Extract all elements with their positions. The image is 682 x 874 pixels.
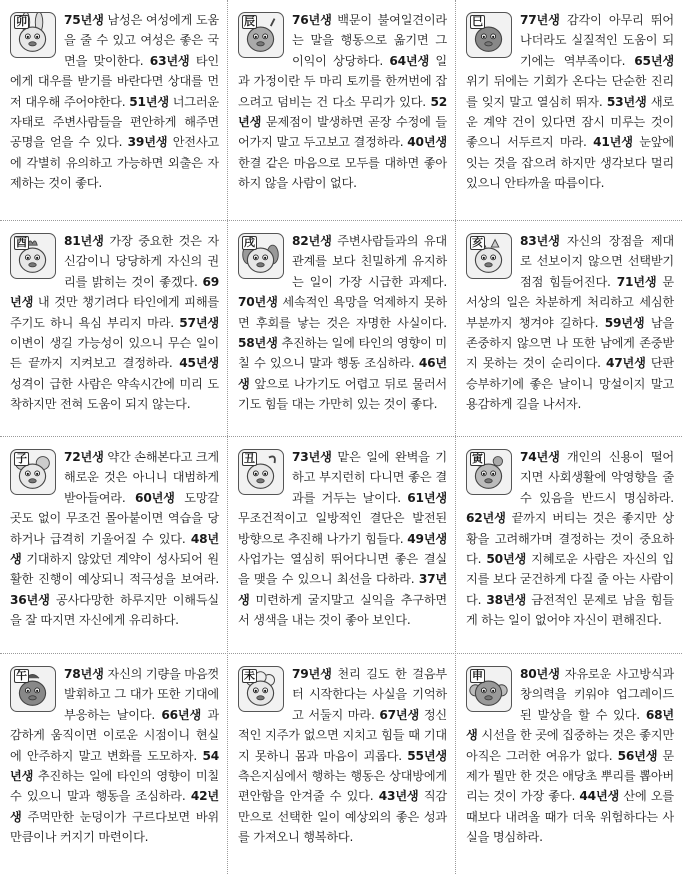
zodiac-glyph: 丑 (244, 452, 255, 465)
birth-year-label: 70년생 (238, 295, 278, 310)
fortune-text: 새로운 계약 건이 있다면 잠시 미루는 것이 좋으니 서두르지 마라. (466, 94, 674, 150)
fortune-text: 정신적인 지주가 없으면 지치고 힘들 때 기대지 못하니 몸과 마음이 괴롭다. (238, 707, 447, 763)
birth-year-label: 40년생 (407, 135, 447, 150)
fortune-text: 문제가 뭘만 한 것은 애당초 뿌리를 뽑아버리는 것이 가장 좋다. (466, 748, 674, 804)
fortune-text: 자신의 기량을 마음껏 발휘하고 그 대가 또한 기대에 부응하는 날이다. (64, 667, 219, 722)
birth-year-label: 71년생 (616, 274, 657, 289)
rat-icon (10, 449, 56, 495)
fortune-text: 자신의 장점을 제대로 선보이지 않으면 선택받기 점점 힘들어진다. (520, 234, 674, 289)
fortune-text: 무조건적이고 일방적인 결단은 발전된 방향으로 추진해 나가기 힘들다. (238, 511, 447, 546)
zodiac-glyph: 未 (244, 669, 255, 682)
birth-year-label: 58년생 (238, 336, 278, 351)
birth-year-label: 41년생 (593, 135, 633, 150)
birth-year-label: 39년생 (127, 135, 168, 150)
birth-year-label: 72년생 (64, 450, 104, 464)
horoscope-cell-rat (0, 437, 227, 653)
birth-year-label: 78년생 (64, 667, 104, 681)
fortune-text: 타인에게 대우를 받기를 바란다면 상대를 먼저 대우해 주어야한다. (10, 53, 219, 109)
birth-year-label: 79년생 (292, 667, 332, 681)
birth-year-label: 36년생 (10, 592, 50, 607)
fortune-text: 개인의 신용이 떨어지면 사회생활에 악영향을 줄 수 있음을 반드시 명심하라. (520, 450, 674, 505)
birth-year-label: 43년생 (378, 789, 419, 804)
fortune-text: 앞으로 나가기도 어렵고 뒤로 물러서기도 힘들 대는 가만히 있는 것이 좋다. (238, 376, 447, 412)
fortune-text: 측은지심에서 행하는 행동은 상대방에게 편안함을 안겨줄 수 있다. (238, 769, 447, 804)
sheep-icon (238, 666, 284, 712)
fortune-text: 감각이 아무리 뛰어나더라도 실질적인 도움이 되기에는 역부족이다. (520, 13, 674, 68)
horoscope-cell-dog (228, 221, 455, 436)
dragon-icon (238, 12, 284, 58)
ox-icon (238, 449, 284, 495)
birth-year-label: 51년생 (129, 94, 169, 109)
zodiac-glyph: 卯 (16, 15, 27, 28)
snake-icon (466, 12, 512, 58)
birth-year-label: 46년생 (238, 356, 447, 391)
fortune-text: 눈앞에 잇는 것을 잡으려 하지만 생각보다 멀리 있으니 안타까울 따름이다. (466, 135, 674, 191)
zodiac-glyph: 寅 (472, 452, 483, 465)
fortune-text: 일과 가정이란 두 마리 토끼를 한꺼번에 잡으려고 덤비는 건 다소 무리가 있다. (238, 53, 447, 109)
birth-year-label: 77년생 (520, 13, 560, 27)
fortune-text: 금전적인 문제로 남을 힘들게 하는 일이 없어야 자신이 편해진다. (466, 592, 674, 628)
fortune-text: 문제점이 발생하면 곧장 수정에 들어가지 말고 두고보고 결정하라. (238, 115, 447, 150)
birth-year-label: 75년생 (64, 13, 104, 27)
birth-year-label: 50년생 (486, 552, 527, 567)
zodiac-glyph: 酉 (16, 236, 27, 249)
fortune-text: 끝까지 버티는 것은 좋지만 상황을 고려해가며 결정하는 것이 중요하다. (466, 511, 674, 567)
horoscope-cell-rabbit (0, 0, 227, 220)
horse-icon (10, 666, 56, 712)
fortune-text: 지혜로운 사람은 자신의 입지를 보다 굳건하게 다질 줄 아는 사람이다. (466, 552, 674, 607)
zodiac-glyph: 巳 (472, 15, 483, 28)
horoscope-cell-tiger (456, 437, 682, 653)
horoscope-cell-rooster (0, 221, 227, 436)
birth-year-label: 54년생 (10, 748, 219, 784)
fortune-text: 안전사고에 각별히 유의하고 가능하면 외출은 자제하는 것이 좋다. (10, 135, 219, 191)
fortune-text: 시선을 한 곳에 집중하는 것은 좋지만 아직은 그러한 여유가 없다. (466, 728, 674, 763)
fortune-text: 도망갈 곳도 없이 무조건 몰아붙이면 역습을 당하거나 급격히 기울어질 수 있다. (10, 490, 219, 546)
zodiac-glyph: 戌 (244, 236, 255, 249)
birth-year-label: 73년생 (292, 450, 332, 464)
birth-year-label: 52년생 (238, 94, 447, 130)
fortune-text: 단판승부하기에 좋은 날이니 망설이지 말고 용감하게 길을 나서자. (466, 356, 674, 412)
horoscope-cell-sheep (228, 654, 455, 874)
fortune-text: 주변사람들과의 유대관계를 보다 친밀하게 유지하는 일이 가장 시급한 과제다. (292, 234, 447, 289)
birth-year-label: 56년생 (617, 748, 658, 763)
fortune-text: 이변이 생길 가능성이 있으니 무슨 일이든 끝까지 지켜보고 결정하라. (10, 336, 219, 371)
birth-year-label: 68년생 (466, 707, 674, 743)
birth-year-label: 47년생 (605, 356, 646, 371)
monkey-icon (466, 666, 512, 712)
birth-year-label: 83년생 (520, 234, 560, 248)
birth-year-label: 55년생 (407, 748, 447, 763)
fortune-text: 기대하지 않았던 계약이 성사되어 원활한 진행이 예상되니 적극성을 보여라. (10, 552, 219, 587)
birth-year-label: 74년생 (520, 450, 560, 464)
fortune-text: 성격이 급한 사람은 약속시간에 미리 도착하지만 전혀 도움이 되지 않는다. (10, 376, 219, 412)
fortune-text: 자유로운 사고방식과 창의력을 키워야 업그레이드된 발상을 할 수 있다. (520, 667, 674, 722)
fortune-text: 미련하게 굴지말고 실익을 추구하면서 생색을 내는 것이 좋아 보인다. (238, 592, 447, 628)
fortune-text: 공사다망한 하루지만 이해득실을 잘 따지면 자신에게 유리하다. (10, 592, 219, 628)
fortune-text: 너그러운 자태로 주변사람들을 편안하게 해주면 공명을 얻을 수 있다. (10, 94, 220, 150)
fortune-text: 직감만으로 선택한 일이 예상외의 좋은 성과를 가져오니 행복하다. (238, 789, 447, 845)
birth-year-label: 80년생 (520, 667, 560, 681)
horoscope-cell-snake (456, 0, 682, 220)
birth-year-label: 49년생 (407, 531, 447, 546)
fortune-text: 추진하는 일에 타인의 영향이 미칠 수 있으니 말과 행동 조심하라. (238, 336, 447, 371)
fortune-text: 내 것만 챙기려다 타인에게 피해를 주기도 하니 욕심 부리지 마라. (10, 295, 219, 330)
fortune-text: 추진하는 일에 타인의 영향이 미칠 수 있으니 말과 행동을 조심하라. (10, 769, 219, 804)
birth-year-label: 53년생 (606, 94, 647, 109)
birth-year-label: 38년생 (486, 592, 527, 607)
birth-year-label: 64년생 (389, 53, 430, 68)
fortune-text: 과감하게 움직이면 이로운 시점이니 현실에 안주하지 말고 변화를 도모하자. (10, 707, 219, 763)
birth-year-label: 63년생 (149, 53, 190, 68)
birth-year-label: 81년생 (64, 234, 104, 248)
horoscope-cell-dragon (228, 0, 455, 220)
rabbit-icon (10, 12, 56, 58)
horoscope-cell-pig (456, 221, 682, 436)
horoscope-cell-horse (0, 654, 227, 874)
zodiac-glyph: 申 (472, 669, 483, 682)
birth-year-label: 37년생 (238, 572, 447, 607)
birth-year-label: 76년생 (292, 13, 332, 27)
rooster-icon (10, 233, 56, 279)
dog-icon (238, 233, 284, 279)
fortune-text: 백문이 불여일견이라는 말을 행동으로 옮기면 그 이익이 상당하다. (292, 13, 447, 68)
birth-year-label: 42년생 (10, 789, 219, 824)
birth-year-label: 66년생 (161, 707, 202, 722)
birth-year-label: 60년생 (135, 490, 175, 505)
birth-year-label: 45년생 (179, 356, 219, 371)
birth-year-label: 62년생 (466, 511, 506, 526)
birth-year-label: 65년생 (634, 53, 674, 68)
fortune-text: 남성은 여성에게 도움을 줄 수 있고 여성은 좋은 국면을 맞이한다. (64, 13, 219, 68)
zodiac-glyph: 午 (16, 669, 27, 682)
zodiac-glyph: 亥 (472, 236, 483, 249)
horoscope-cell-ox (228, 437, 455, 653)
fortune-text: 산에 오를 때보다 내려올 때가 더욱 위험하다는 사실을 명심하라. (466, 789, 674, 845)
birth-year-label: 82년생 (292, 234, 332, 248)
fortune-text: 세속적인 욕망을 억제하지 못하면 후회를 낳는 것은 자명한 사실이다. (238, 295, 447, 330)
zodiac-glyph: 子 (16, 452, 27, 465)
birth-year-label: 61년생 (407, 490, 447, 505)
birth-year-label: 48년생 (10, 531, 219, 567)
fortune-text: 천리 길도 한 걸음부터 시작한다는 사실을 기억하고 서둘지 마라. (292, 667, 447, 722)
fortune-text: 사업가는 열심히 뛰어다니면 좋은 결실을 맺을 수 있으니 최선을 다하라. (238, 552, 447, 587)
birth-year-label: 67년생 (379, 707, 420, 722)
fortune-text: 남을 존중하지 않으면 나 또한 남에게 존중받지 못하는 것이 순리이다. (466, 315, 674, 371)
birth-year-label: 44년생 (579, 789, 620, 804)
fortune-text: 위기 뒤에는 기회가 온다는 단순한 진리를 잊지 말고 열심히 뛰자. (466, 74, 674, 109)
tiger-icon (466, 449, 512, 495)
fortune-text: 주먹만한 눈덩이가 구르다보면 바위만큼이나 커지기 마련이다. (10, 809, 219, 845)
fortune-text: 한결 같은 마음으로 모두를 대하면 좋아하지 않을 사람이 없다. (238, 155, 447, 191)
fortune-text: 약간 손해본다고 크게 해로운 것은 아니니 대범하게 받아들여라. (64, 450, 219, 505)
fortune-text: 맡은 일에 완벽을 기하고 부지런히 다니면 좋은 결과를 거두는 날이다. (292, 450, 447, 505)
birth-year-label: 69년생 (10, 274, 219, 310)
birth-year-label: 57년생 (179, 315, 219, 330)
fortune-text: 가장 중요한 것은 자신감이니 당당하게 자신의 권리를 밝히는 것이 좋겠다. (64, 234, 219, 289)
zodiac-glyph: 辰 (244, 15, 255, 28)
pig-icon (466, 233, 512, 279)
horoscope-cell-monkey (456, 654, 682, 874)
birth-year-label: 59년생 (604, 315, 645, 330)
fortune-text: 문서상의 일은 차분하게 처리하고 세심한 부분까지 챙겨야 길하다. (466, 274, 674, 330)
